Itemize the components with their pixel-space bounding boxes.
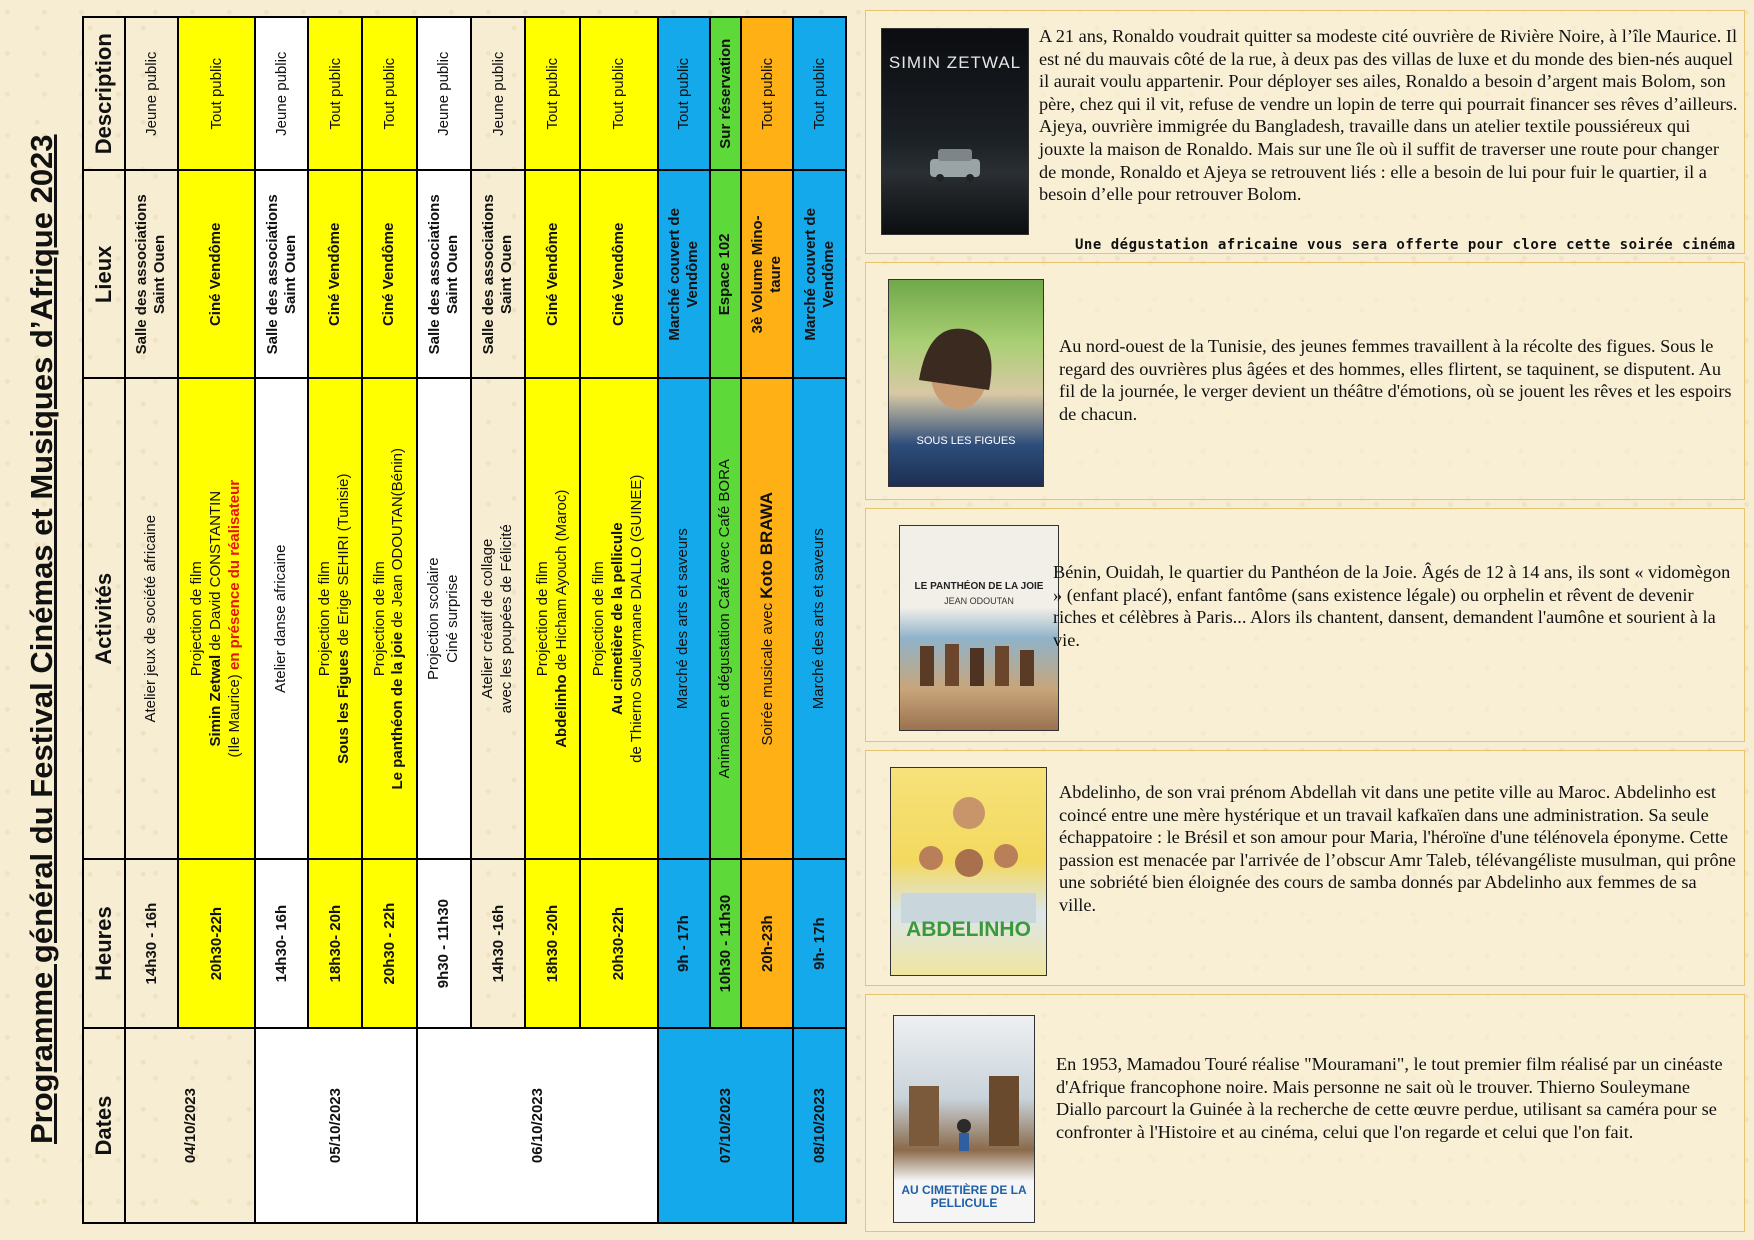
activity-line: (Ile Maurice) xyxy=(225,670,243,758)
hours-cell: 20h-23h xyxy=(741,859,794,1028)
poster-title: LE PANTHÉON DE LA JOIE xyxy=(914,581,1044,592)
hours-cell: 9h- 17h xyxy=(793,859,846,1028)
date-cell: 08/10/2023 xyxy=(793,1028,846,1223)
date-cell: 05/10/2023 xyxy=(255,1028,416,1223)
hours-cell: 10h30 - 11h30 xyxy=(710,859,741,1028)
venue-line: Saint Ouen xyxy=(151,234,169,314)
hours-cell: 9h - 17h xyxy=(658,859,711,1028)
description-cell: Tout public xyxy=(362,17,416,170)
activity-line: Projection scolaire xyxy=(425,557,442,681)
description-cell: Sur réservation xyxy=(710,17,741,170)
description-cell: Jeune public xyxy=(255,17,308,170)
table-row xyxy=(255,17,308,1223)
poster-director: JEAN ODOUTAN xyxy=(944,596,1014,606)
description-cell: Jeune public xyxy=(471,17,525,170)
poster-title: ABDELINHO xyxy=(906,918,1031,941)
activity-line: Ciné surprise xyxy=(443,574,461,663)
venue-cell xyxy=(741,170,794,378)
table-row xyxy=(658,17,711,1223)
activity-cell xyxy=(362,378,416,859)
description-cell: Tout public xyxy=(793,17,846,170)
venue-line: Salle des associations xyxy=(480,194,498,355)
poster-title: AU CIMETIÈRE DE LA PELLICULE xyxy=(901,1183,1027,1210)
film-panel-simin-zetwal xyxy=(865,10,1745,254)
film-title: Abdelinho xyxy=(552,674,570,748)
film-synopsis: Au nord-ouest de la Tunisie, des jeunes femmes travaillent à la récolte des figues. Sous le regard des ouvrières plus âgées et des hommes, elles flirtent, se taquinent, se disputent. Au fil de la journée, le verger devient un théâtre d'émotions, où se jouent les rêves et les espoirs de chacun. xyxy=(1059,336,1732,424)
activity-cell: Atelier danse africaine xyxy=(255,378,308,859)
header-lieux: Lieux xyxy=(83,170,125,378)
venue-line: Marché couvert de xyxy=(665,208,683,341)
artist-name: Koto BRAWA xyxy=(757,492,777,599)
venue-cell xyxy=(417,170,471,378)
venue-line: Vendôme xyxy=(819,241,837,308)
table-row xyxy=(793,17,846,1223)
activity-line: Soirée musicale avec xyxy=(759,598,777,746)
table-header-row xyxy=(83,17,125,1223)
venue-cell xyxy=(125,170,178,378)
cast-illustration xyxy=(891,768,1046,975)
hours-cell: 18h30- 20h xyxy=(308,859,362,1028)
activity-line: de David CONSTANTIN xyxy=(207,490,225,655)
description-cell: Tout public xyxy=(658,17,711,170)
table-row xyxy=(417,17,471,1223)
hours-cell: 9h30 - 11h30 xyxy=(417,859,471,1028)
hours-cell: 20h30 - 22h xyxy=(362,859,416,1028)
car-illustration xyxy=(882,29,1028,234)
activity-cell xyxy=(580,378,658,859)
description-cell: Jeune public xyxy=(417,17,471,170)
venue-line: taure xyxy=(767,256,785,293)
page-title: Programme général du Festival Cinémas et Musiques d’Afrique 2023 xyxy=(24,134,59,1144)
film-panel-sous-les-figues xyxy=(865,262,1745,500)
activity-cell xyxy=(741,378,794,859)
date-cell: 04/10/2023 xyxy=(125,1028,255,1223)
hours-cell: 14h30 -16h xyxy=(471,859,525,1028)
venue-cell: Ciné Vendôme xyxy=(308,170,362,378)
description-cell: Tout public xyxy=(178,17,256,170)
film-synopsis: Bénin, Ouidah, le quartier du Panthéon de la Joie. Âgés de 12 à 14 ans, ils sont « vidomègon » (enfant placé), enfant fantôme (sans existence légale) ou orphelin et rêvent de devenir riches et célèbres à Paris... Alors ils chantent, dansent, demandent l'aumône et sourient à la vie. xyxy=(1053,562,1731,650)
hours-cell: 14h30- 16h xyxy=(255,859,308,1028)
venue-cell: Espace 102 xyxy=(710,170,741,378)
film-title: Le panthéon de la joie xyxy=(389,631,407,790)
activity-cell xyxy=(178,378,256,859)
venue-line: Salle des associations xyxy=(425,194,443,355)
film-title: Simin Zetwal xyxy=(207,654,225,747)
description-cell: Tout public xyxy=(580,17,658,170)
header-heures: Heures xyxy=(83,859,125,1028)
activity-cell: Animation et dégustation Café avec Café BORA xyxy=(710,378,741,859)
venue-line: Marché couvert de xyxy=(801,208,819,341)
schedule-section xyxy=(0,0,860,1240)
venue-line: Salle des associations xyxy=(133,194,151,355)
activity-line: Projection de film xyxy=(590,561,608,677)
children-illustration xyxy=(900,526,1058,730)
description-cell: Tout public xyxy=(308,17,362,170)
activity-line: de Jean ODOUTAN(Bénin) xyxy=(389,447,407,632)
header-activites: Activités xyxy=(83,378,125,859)
activity-line: Projection de film xyxy=(533,561,551,677)
tasting-note: Une dégustation africaine vous sera offerte pour clore cette soirée cinéma xyxy=(1075,237,1736,253)
activity-cell xyxy=(471,378,525,859)
table-row xyxy=(125,17,178,1223)
activity-line: de Erige SEHIRI (Tunisie) xyxy=(335,473,352,650)
venue-line: Salle des associations xyxy=(263,194,281,355)
activity-cell: Marché des arts et saveurs xyxy=(793,378,846,859)
activity-line: Projection de film xyxy=(370,561,388,677)
venue-cell xyxy=(255,170,308,378)
venue-cell: Ciné Vendôme xyxy=(525,170,579,378)
hours-cell: 20h30-22h xyxy=(580,859,658,1028)
poster-title: SIMIN ZETWAL xyxy=(888,53,1022,72)
activity-cell: Atelier jeux de société africaine xyxy=(125,378,178,859)
director-presence-note: en présence du réalisateur xyxy=(225,479,243,671)
activity-cell xyxy=(525,378,579,859)
venue-cell xyxy=(471,170,525,378)
venue-cell: Ciné Vendôme xyxy=(178,170,256,378)
description-cell: Tout public xyxy=(741,17,794,170)
activity-line: de Hicham Ayouch (Maroc) xyxy=(552,489,570,675)
activity-line: de Thierno Souleymane DIALLO (GUINEE) xyxy=(627,474,645,763)
film-synopsis: Abdelinho, de son vrai prénom Abdellah vit dans une petite ville au Maroc. Abdelinho est coincé entre une mère hystérique et un travail kafkaïen dans une administration. Sa seule échappatoire : le Brésil et son amour pour Maria, l'héroïne d'une télénovela éponyme. Cette passion est menacée par l'arrivée de l’obscur Amr Taleb, télévangéliste musulman, qui prône une sobriété bien éloignée des cours de samba donnés par Abdelinho aux femmes de sa ville. xyxy=(1059,782,1736,915)
activity-line: Projection de film xyxy=(188,561,206,677)
hours-cell: 14h30 - 16h xyxy=(125,859,178,1028)
venue-line: Saint Ouen xyxy=(498,234,516,314)
film-panel-pantheon-de-la-joie xyxy=(865,508,1745,742)
poster-sous-les-figues xyxy=(888,279,1044,487)
activity-cell xyxy=(308,378,362,859)
activity-line: avec les poupées de Félicité xyxy=(498,524,516,714)
venue-cell xyxy=(658,170,711,378)
hours-cell: 18h30 -20h xyxy=(525,859,579,1028)
date-cell: 06/10/2023 xyxy=(417,1028,658,1223)
date-cell: 07/10/2023 xyxy=(658,1028,794,1223)
venue-line: Vendôme xyxy=(683,241,701,308)
film-synopsis: A 21 ans, Ronaldo voudrait quitter sa modeste cité ouvrière de Rivière Noire, à l’île Maurice. Il est né du mauvais côté de la rue, à deux pas des villas de luxe et du monde des bien-nés auquel il aurait voulu appartenir. Pour déployer ses ailes, Ronaldo a besoin d’argent mais Bolom, son père, chez qui il vit, refuse de vendre un lopin de terre qui pourrait financer ses rêves d’ailleurs. Ajeya, ouvrière immigrée du Bangladesh, travaille dans un atelier textile poussiéreux qui jouxte la maison de Ronaldo. Mais sur une île où il suffit de traverser une route pour changer de monde, Ronaldo et Ajeya se retrouvent liés : elle a besoin de lui pour fuir le quartier, il a besoin d’elle pour retrouver Bolom. xyxy=(1039,26,1738,205)
venue-cell: Ciné Vendôme xyxy=(580,170,658,378)
poster-simin-zetwal xyxy=(881,28,1029,235)
venue-line: Saint Ouen xyxy=(443,234,461,314)
activity-cell: Marché des arts et saveurs xyxy=(658,378,711,859)
poster-pantheon-de-la-joie xyxy=(899,525,1059,731)
header-dates: Dates xyxy=(83,1028,125,1223)
schedule-table xyxy=(82,16,847,1224)
poster-title: SOUS LES FIGUES xyxy=(916,435,1016,447)
film-title: Sous les Figues xyxy=(335,649,352,764)
film-title: Au cimetière de la pellicule xyxy=(609,522,627,716)
venue-line: Saint Ouen xyxy=(281,234,299,314)
activity-cell xyxy=(417,378,471,859)
venue-line: 3è Volume Mino- xyxy=(749,215,767,334)
film-synopsis: En 1953, Mamadou Touré réalise "Mouramani", le tout premier film réalisé par un cinéaste d'Afrique francophone noire. Mais personne ne sait où le trouver. Thierno Souleymane Diallo parcourt la Guinée à la recherche de cette œuvre perdue, utilisant sa caméra pour se confronter à l'Histoire et au cinéma, celui que l'on regarde et celui que l'on fait. xyxy=(1056,1054,1723,1142)
header-description: Description xyxy=(83,17,125,170)
activity-line: Atelier créatif de collage xyxy=(479,538,497,699)
portrait-illustration xyxy=(889,280,1043,486)
film-panel-abdelinho xyxy=(865,750,1745,986)
activity-line: Projection de film xyxy=(316,561,334,677)
venue-cell: Ciné Vendôme xyxy=(362,170,416,378)
description-cell: Tout public xyxy=(525,17,579,170)
poster-abdelinho xyxy=(890,767,1047,976)
hours-cell: 20h30-22h xyxy=(178,859,256,1028)
description-cell: Jeune public xyxy=(125,17,178,170)
film-panel-cimetiere-de-la-pellicule xyxy=(865,994,1745,1232)
poster-cimetiere-de-la-pellicule xyxy=(893,1015,1035,1223)
venue-cell xyxy=(793,170,846,378)
